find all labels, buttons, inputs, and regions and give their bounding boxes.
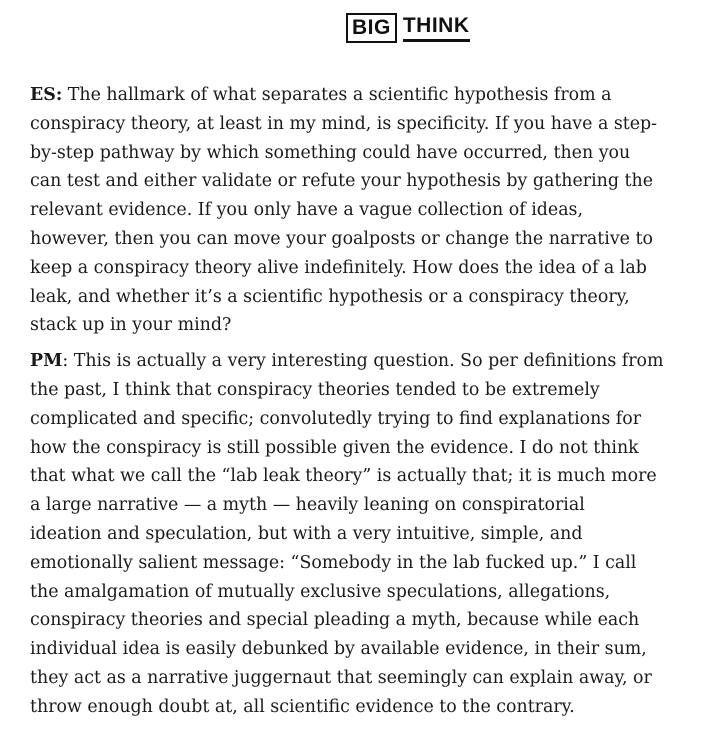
text-line: conspiracy theory, at least in my mind, is specificity. If you have a step- bbox=[30, 113, 658, 134]
text-line: however, then you can move your goalposts or change the narrative to bbox=[30, 228, 653, 249]
text-line: keep a conspiracy theory alive indefinitely. How does the idea of a lab bbox=[30, 257, 647, 278]
paragraph-es bbox=[30, 81, 680, 340]
paragraph-pm bbox=[30, 347, 680, 721]
text-line: throw enough doubt at, all scientific evidence to the contrary. bbox=[30, 696, 575, 717]
line-text: : This is actually a very interesting question. So per definitions from bbox=[62, 351, 664, 372]
article-body bbox=[30, 81, 680, 722]
text-line: that what we call the “lab leak theory” is actually that; it is much more bbox=[30, 466, 657, 487]
text-line: how the conspiracy is still possible given the evidence. I do not think bbox=[30, 437, 639, 458]
text-line: can test and either validate or refute your hypothesis by gathering the bbox=[30, 171, 654, 192]
text-line: complicated and specific; convolutedly trying to find explanations for bbox=[30, 408, 642, 429]
text-line: stack up in your mind? bbox=[30, 315, 232, 336]
text-line: relevant evidence. If you only have a vague collection of ideas, bbox=[30, 200, 584, 221]
logo-big-box: BIG bbox=[346, 13, 397, 43]
speaker-label-pm: PM bbox=[30, 351, 63, 372]
logo-think-text: THINK bbox=[403, 14, 470, 42]
text-line: by-step pathway by which something could have occurred, then you bbox=[30, 142, 631, 163]
text-line: ideation and speculation, but with a very intuitive, simple, and bbox=[30, 523, 583, 544]
text-line: the amalgamation of mutually exclusive speculations, allegations, bbox=[30, 581, 611, 602]
text-line: they act as a narrative juggernaut that seemingly can explain away, or bbox=[30, 667, 652, 688]
text-line: the past, I think that conspiracy theories tended to be extremely bbox=[30, 379, 600, 400]
text-line: conspiracy theories and special pleading a myth, because while each bbox=[30, 610, 640, 631]
text-line bbox=[30, 347, 680, 376]
text-line bbox=[30, 81, 680, 110]
text-line: emotionally salient message: “Somebody in the lab fucked up.” I call bbox=[30, 552, 637, 573]
text-line: individual idea is easily debunked by available evidence, in their sum, bbox=[30, 639, 647, 660]
speaker-label-es: ES: bbox=[30, 85, 63, 105]
line-text: The hallmark of what separates a scientific hypothesis from a bbox=[67, 85, 612, 105]
text-line: a large narrative — a myth — heavily leaning on conspiratorial bbox=[30, 495, 585, 516]
text-line: leak, and whether it’s a scientific hypothesis or a conspiracy theory, bbox=[30, 286, 630, 307]
big-think-logo[interactable] bbox=[346, 13, 470, 43]
